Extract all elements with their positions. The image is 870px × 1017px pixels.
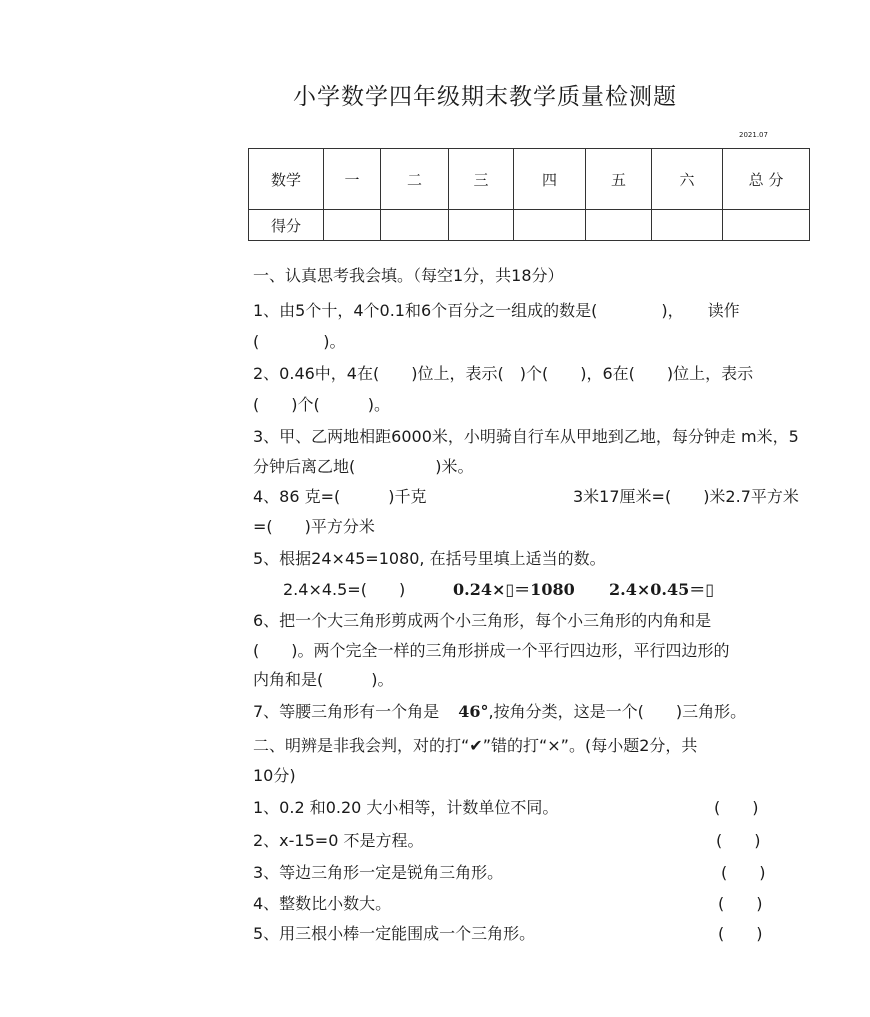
- score-cell-total[interactable]: [723, 210, 810, 241]
- q3-line2: 分钟后离乙地( )米。: [253, 457, 474, 476]
- section2-heading-line2: 10分): [253, 766, 296, 785]
- q3-line1: 3、甲、乙两地相距6000米，小明骑自行车从甲地到乙地，每分钟走 m米，5: [253, 427, 799, 446]
- tf-answer-paren-1[interactable]: ( ): [714, 798, 759, 817]
- tf-item-3: 3、等边三角形一定是锐角三角形。: [253, 863, 504, 882]
- q7-line: [253, 699, 746, 722]
- q4-part1: 4、86 克=( )千克: [253, 487, 427, 506]
- section1-heading: 一、认真思考我会填。（每空1分，共18分）: [253, 266, 564, 285]
- q1-line1: 1、由5个十，4个0.1和6个百分之一组成的数是( )， 读作: [253, 301, 740, 320]
- q4-part2: 3米17厘米=( )米2.7平方米: [573, 487, 799, 506]
- score-table-header-row: [249, 149, 810, 210]
- q5-line1: 5、根据24×45=1080, 在括号里填上适当的数。: [253, 549, 606, 568]
- q7-text-c: ,按角分类，这是一个( )三角形。: [488, 702, 747, 721]
- header-cell-5: 五: [586, 149, 652, 210]
- tf-item-2: 2、x-15=0 不是方程。: [253, 831, 424, 850]
- q6-line1: 6、把一个大三角形剪成两个小三角形，每个小三角形的内角和是: [253, 611, 712, 630]
- tf-item-5: 5、用三根小棒一定能围成一个三角形。: [253, 924, 536, 943]
- header-cell-1: 一: [324, 149, 381, 210]
- tf-item-4: 4、整数比小数大。: [253, 894, 392, 913]
- tf-answer-paren-3[interactable]: ( ): [721, 863, 766, 882]
- score-table-score-row: [249, 210, 810, 241]
- q4-line2: =( )平方分米: [253, 517, 375, 536]
- q7-text-a: 7、等腰三角形有一个角是: [253, 702, 440, 721]
- header-cell-subject: 数学: [249, 149, 324, 210]
- page-title: 小学数学四年级期末教学质量检测题: [293, 84, 677, 110]
- score-cell-1[interactable]: [324, 210, 381, 241]
- q7-angle: 46°: [458, 702, 489, 721]
- tf-answer-paren-2[interactable]: ( ): [716, 831, 761, 850]
- q6-line3: 内角和是( )。: [253, 670, 394, 689]
- header-cell-2: 二: [381, 149, 449, 210]
- score-cell-6[interactable]: [652, 210, 723, 241]
- exam-date: 2021.07: [739, 131, 768, 139]
- score-cell-2[interactable]: [381, 210, 449, 241]
- q2-line1: 2、0.46中，4在( )位上，表示( )个( )，6在( )位上，表示: [253, 364, 754, 383]
- q5-expr-a: 2.4×4.5=( ): [283, 580, 406, 599]
- header-cell-total: 总 分: [723, 149, 810, 210]
- section2-heading-line1: 二、明辨是非我会判，对的打“✔”错的打“×”。(每小题2分，共: [253, 736, 698, 755]
- header-cell-6: 六: [652, 149, 723, 210]
- tf-item-1: 1、0.2 和0.20 大小相等，计数单位不同。: [253, 798, 559, 817]
- header-cell-4: 四: [514, 149, 586, 210]
- q5-expr-c: 2.4×0.45＝▯: [609, 580, 715, 599]
- score-cell-4[interactable]: [514, 210, 586, 241]
- tf-answer-paren-5[interactable]: ( ): [718, 924, 763, 943]
- header-cell-3: 三: [449, 149, 514, 210]
- tf-answer-paren-4[interactable]: ( ): [718, 894, 763, 913]
- score-row-label: 得分: [249, 210, 324, 241]
- score-cell-3[interactable]: [449, 210, 514, 241]
- q2-line2: ( )个( )。: [253, 395, 390, 414]
- score-table: [248, 148, 810, 241]
- q6-line2: ( )。两个完全一样的三角形拼成一个平行四边形，平行四边形的: [253, 641, 730, 660]
- q1-line2: ( )。: [253, 332, 346, 351]
- score-cell-5[interactable]: [586, 210, 652, 241]
- q5-expr-b: 0.24×▯＝1080: [453, 580, 575, 599]
